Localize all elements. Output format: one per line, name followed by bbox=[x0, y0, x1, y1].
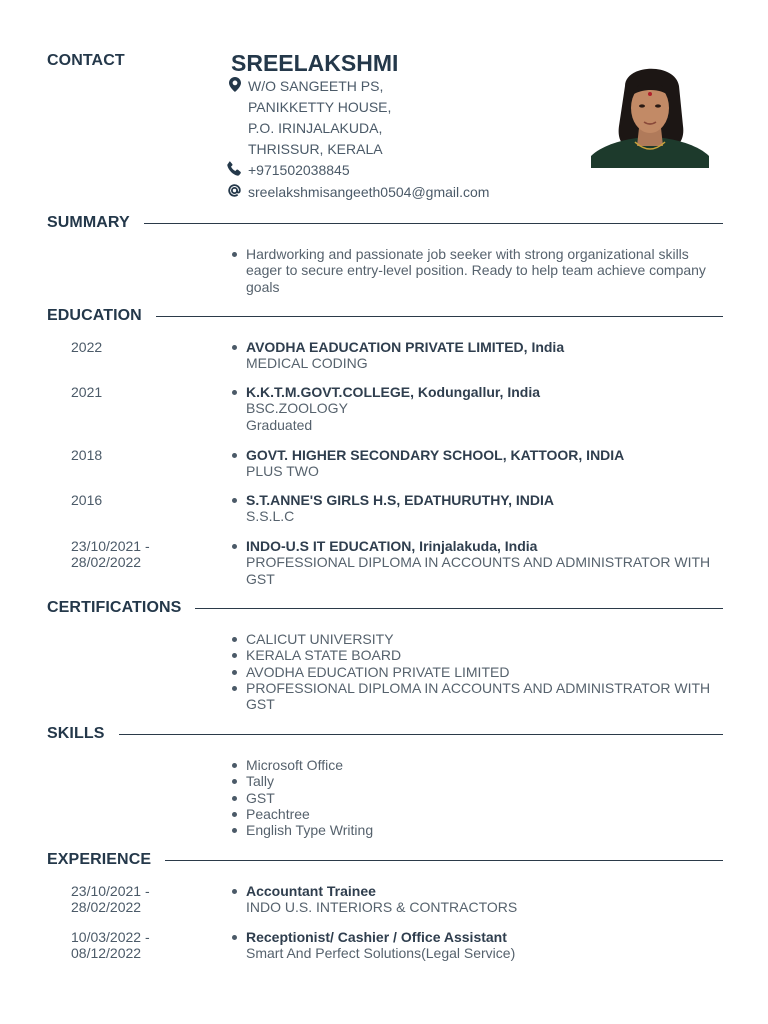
certification-item: AVODHA EDUCATION PRIVATE LIMITED bbox=[230, 664, 720, 680]
entry-detail: PROFESSIONAL DIPLOMA IN ACCOUNTS AND ADMINISTRATOR WITH GST bbox=[246, 554, 711, 587]
email-row bbox=[226, 182, 489, 203]
contact-heading: CONTACT bbox=[47, 52, 125, 69]
phone-number: +971502038845 bbox=[248, 162, 350, 178]
summary-item: Hardworking and passionate job seeker with strong organizational skills eager to secure entry-level position. Ready to help team achieve company goals bbox=[230, 246, 720, 295]
candidate-name: SREELAKSHMI bbox=[231, 50, 399, 76]
section-title: CERTIFICATIONS bbox=[47, 599, 182, 616]
email-icon bbox=[226, 182, 243, 199]
section-title: SKILLS bbox=[47, 725, 105, 742]
address-line: PANIKKETTY HOUSE, bbox=[248, 99, 392, 115]
institution-name: INDO-U.S IT EDUCATION, Irinjalakuda, India bbox=[246, 538, 538, 554]
entry-body bbox=[230, 447, 720, 480]
section-divider bbox=[144, 223, 723, 224]
section-divider bbox=[156, 316, 723, 317]
section-title: EXPERIENCE bbox=[47, 851, 152, 868]
profile-photo bbox=[591, 56, 709, 168]
entry-date: 10/03/2022 - 08/12/2022 bbox=[71, 929, 150, 962]
entry-date: 2021 bbox=[71, 384, 103, 400]
certification-item: CALICUT UNIVERSITY bbox=[230, 631, 720, 647]
skills-section-header bbox=[47, 725, 723, 743]
institution-name: K.K.T.M.GOVT.COLLEGE, Kodungallur, India bbox=[246, 384, 541, 400]
entry-detail: PLUS TWO bbox=[246, 463, 319, 480]
institution-name: AVODHA EADUCATION PRIVATE LIMITED, India bbox=[246, 339, 565, 355]
entry-detail: S.S.L.C bbox=[246, 508, 295, 525]
institution-name: S.T.ANNE'S GIRLS H.S, EDATHURUTHY, INDIA bbox=[246, 492, 554, 508]
certifications-section-header bbox=[47, 599, 723, 617]
section-divider bbox=[195, 608, 723, 609]
entry-date: 23/10/2021 - 28/02/2022 bbox=[71, 538, 150, 571]
summary-section-header bbox=[47, 214, 723, 232]
email-address: sreelakshmisangeeth0504@gmail.com bbox=[248, 184, 490, 200]
certifications-list bbox=[230, 631, 720, 712]
summary-list bbox=[230, 246, 720, 295]
address-line: W/O SANGEETH PS, bbox=[248, 78, 384, 94]
entry-body bbox=[230, 492, 720, 525]
job-role: Accountant Trainee bbox=[246, 883, 376, 899]
entry-date: 23/10/2021 - 28/02/2022 bbox=[71, 883, 150, 916]
education-section-header bbox=[47, 307, 723, 325]
company-name: INDO U.S. INTERIORS & CONTRACTORS bbox=[246, 899, 518, 916]
entry-body bbox=[230, 339, 720, 372]
entry-body bbox=[230, 929, 720, 962]
section-divider bbox=[119, 734, 724, 735]
address-row bbox=[226, 76, 391, 160]
entry-body bbox=[230, 538, 720, 587]
location-icon bbox=[226, 76, 243, 93]
address-line: P.O. IRINJALAKUDA, bbox=[248, 120, 383, 136]
entry-detail: Graduated bbox=[246, 416, 313, 433]
entry-body bbox=[230, 883, 720, 916]
phone-row bbox=[226, 160, 350, 181]
entry-detail: MEDICAL CODING bbox=[246, 355, 368, 372]
experience-section-header bbox=[47, 851, 723, 869]
section-divider bbox=[165, 860, 723, 861]
entry-date: 2018 bbox=[71, 447, 103, 463]
company-name: Smart And Perfect Solutions(Legal Service) bbox=[246, 945, 516, 962]
section-title: EDUCATION bbox=[47, 307, 142, 324]
entry-body bbox=[230, 384, 720, 433]
entry-date: 2022 bbox=[71, 339, 103, 355]
entry-detail: BSC.ZOOLOGY bbox=[246, 400, 348, 417]
skill-item: Tally bbox=[230, 773, 725, 789]
phone-icon bbox=[226, 160, 243, 177]
job-role: Receptionist/ Cashier / Office Assistant bbox=[246, 929, 507, 945]
section-title: SUMMARY bbox=[47, 214, 130, 231]
skill-item: English Type Writing bbox=[230, 822, 725, 838]
skill-item: Microsoft Office bbox=[230, 757, 725, 773]
skill-item: GST bbox=[230, 790, 725, 806]
skill-item: Peachtree bbox=[230, 806, 725, 822]
entry-date: 2016 bbox=[71, 492, 103, 508]
skills-list bbox=[230, 757, 725, 838]
address-line: THRISSUR, KERALA bbox=[248, 141, 383, 157]
certification-item: PROFESSIONAL DIPLOMA IN ACCOUNTS AND ADMINISTRATOR WITH GST bbox=[230, 680, 720, 713]
institution-name: GOVT. HIGHER SECONDARY SCHOOL, KATTOOR, INDIA bbox=[246, 447, 625, 463]
address-text bbox=[248, 76, 391, 160]
certification-item: KERALA STATE BOARD bbox=[230, 647, 720, 663]
